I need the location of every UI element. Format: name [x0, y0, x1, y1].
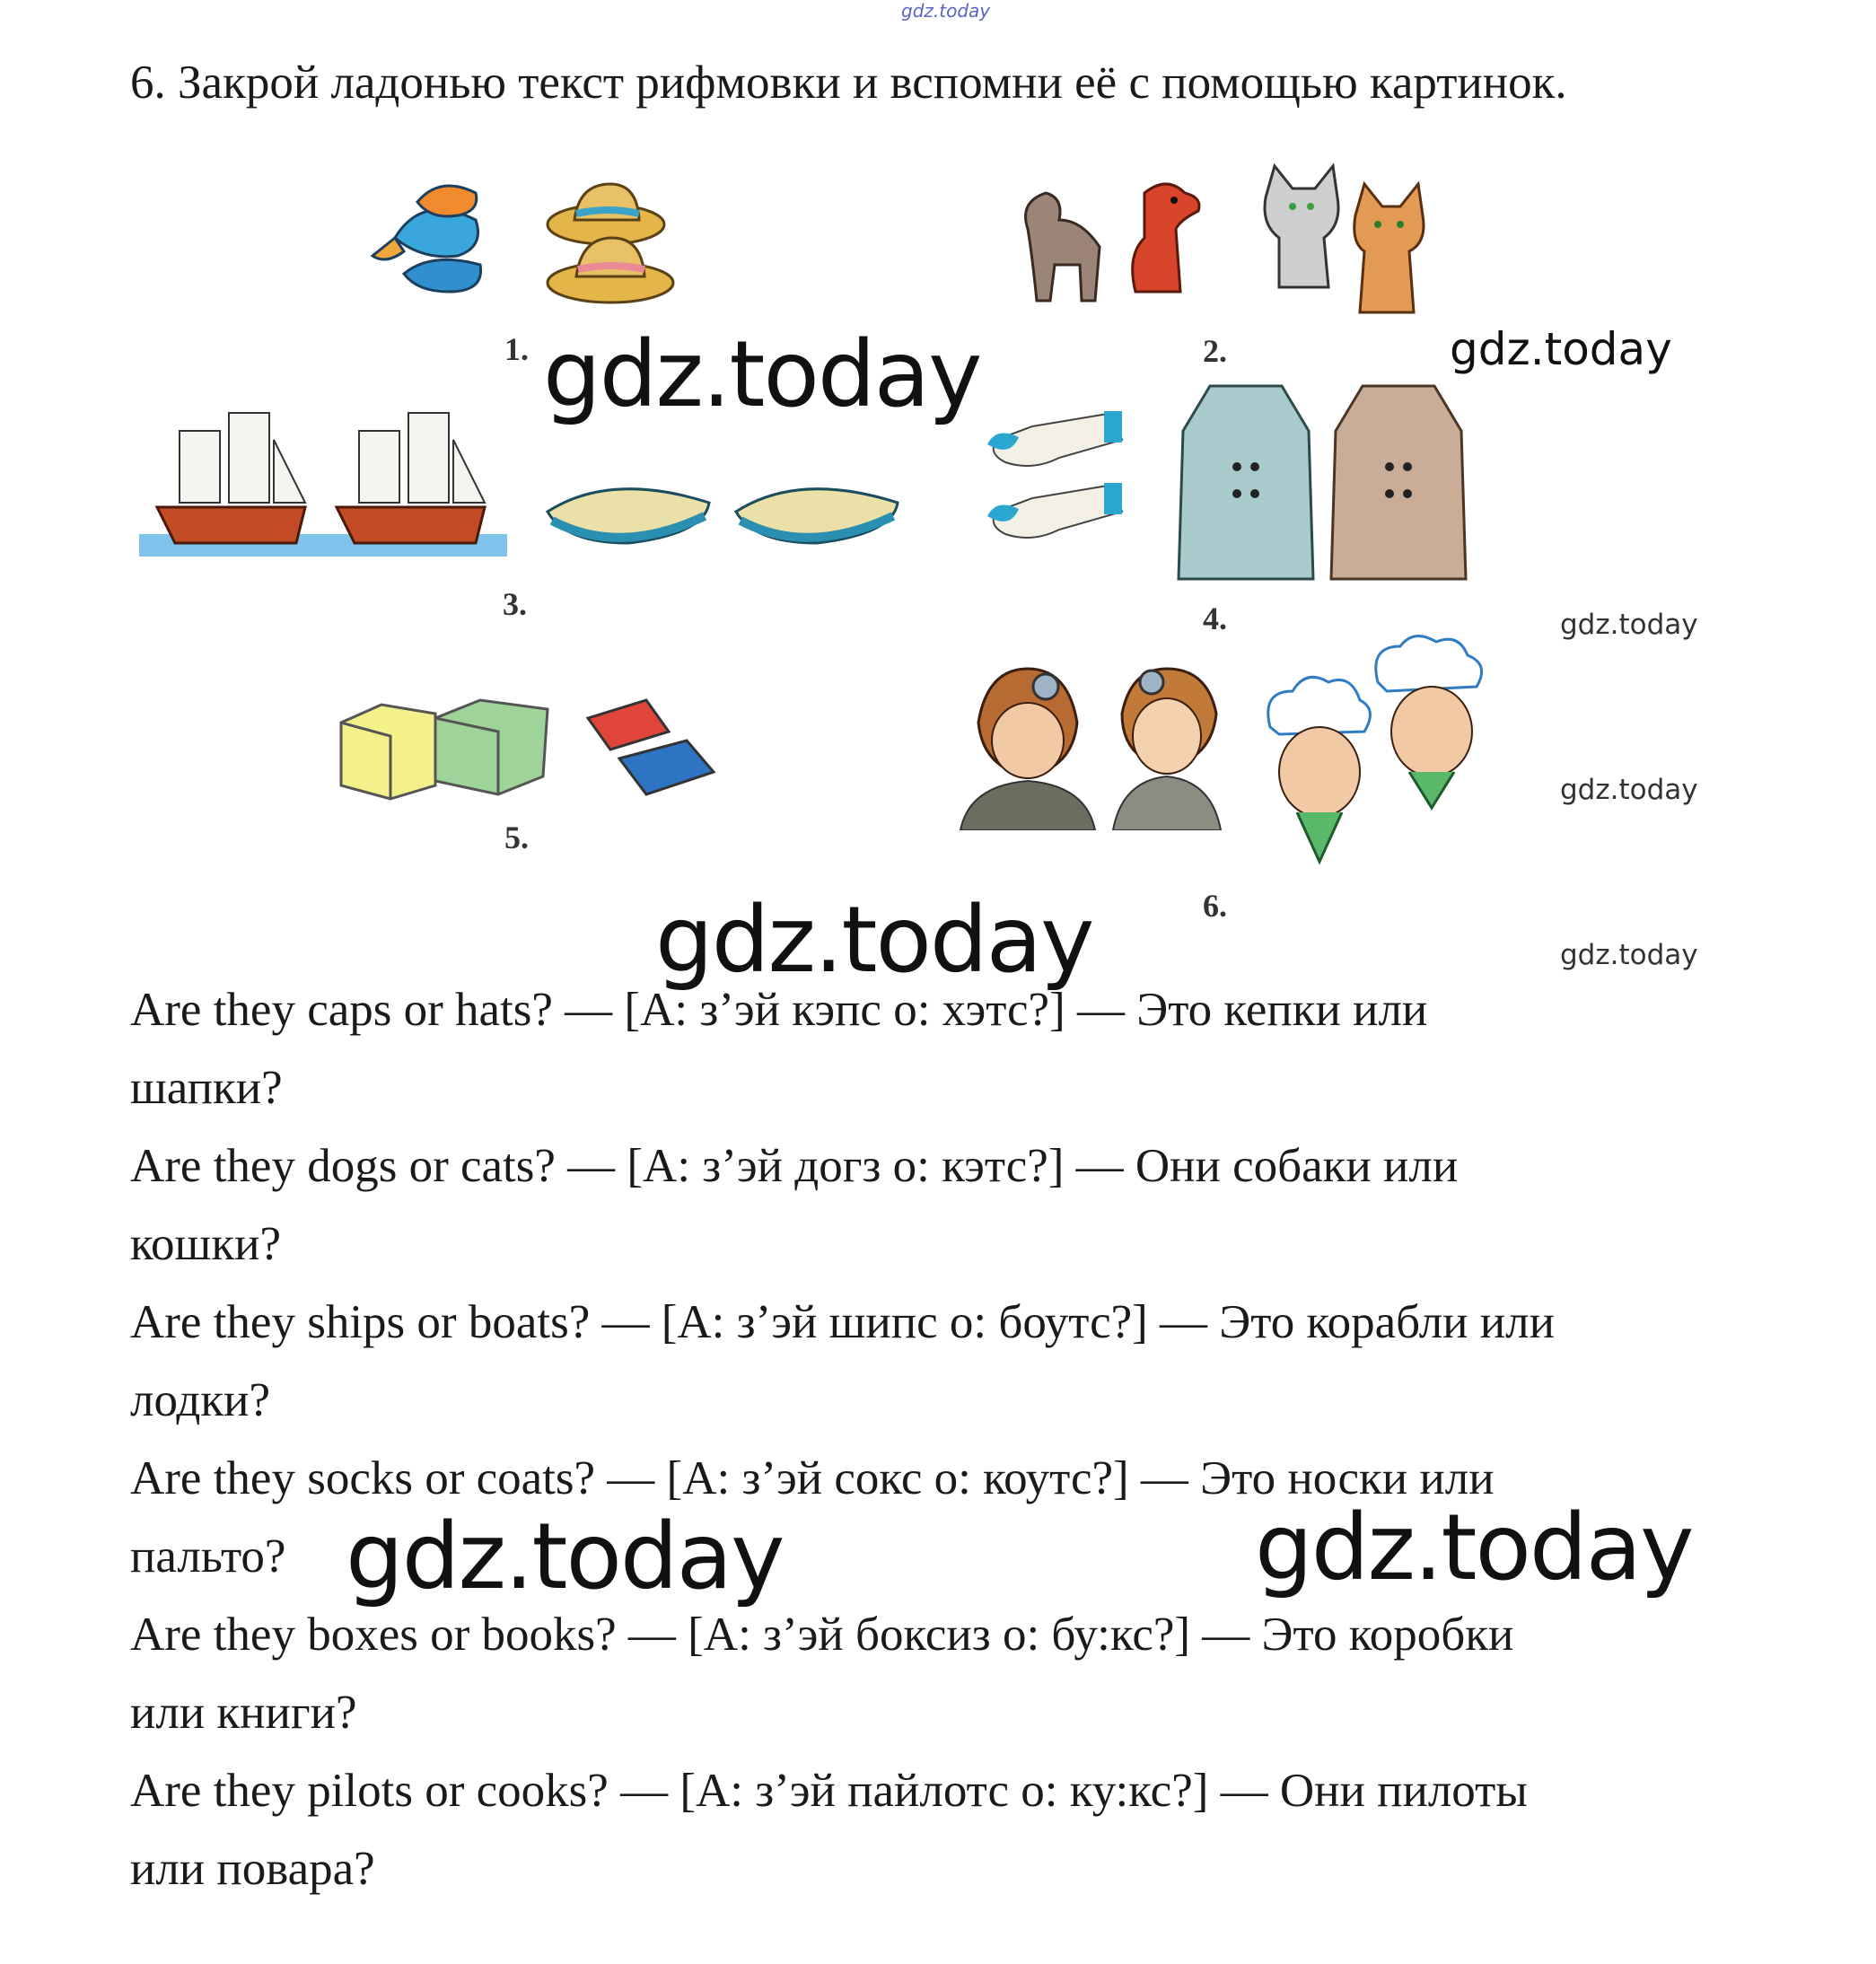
watermark-small-3: gdz.today — [1560, 939, 1698, 971]
watermark-big-3: gdz.today — [346, 1504, 784, 1610]
watermark-big-2: gdz.today — [655, 887, 1093, 994]
text-line: Are they pilots or cooks? — [А: з’эй пайлотс о: ку:кс?] — Они пилоты — [130, 1765, 1528, 1817]
text-line: Are they ships or boats? — [А: з’эй шипс о: боутс?] — Это корабли или — [130, 1296, 1555, 1348]
text-line: пальто? — [130, 1530, 286, 1583]
coats-icon — [1174, 377, 1470, 588]
ships-icon — [139, 386, 507, 566]
caps-icon — [368, 166, 503, 301]
watermark-top: gdz.today — [901, 0, 991, 22]
text-line: или повара? — [130, 1843, 375, 1895]
picture-number-1: 1. — [504, 331, 529, 367]
text-line: или книги? — [130, 1687, 357, 1739]
pilots-icon — [956, 660, 1225, 830]
socks-icon — [978, 408, 1149, 552]
text-line: шапки? — [130, 1062, 283, 1114]
picture-number-6: 6. — [1203, 888, 1227, 924]
text-line: Are they dogs or cats? — [А: з’эй догз о: кэтс?] — Они собаки или — [130, 1140, 1459, 1192]
boats-icon — [539, 467, 907, 566]
picture-number-3: 3. — [503, 586, 527, 622]
watermark-small-2: gdz.today — [1560, 774, 1698, 806]
cats-icon — [1252, 162, 1445, 319]
watermark-medium-1: gdz.today — [1450, 323, 1672, 375]
text-line: Are they socks or coats? — [А: з’эй сокс о: коутс?] — Это носки или — [130, 1452, 1495, 1504]
picture-number-2: 2. — [1203, 333, 1227, 369]
task-heading: 6. Закрой ладонью текст рифмовки и вспомни её с помощью картинок. — [130, 57, 1567, 109]
text-line: кошки? — [130, 1218, 282, 1270]
picture-number-5: 5. — [504, 820, 529, 855]
boxes-icon — [337, 687, 552, 803]
text-line: Are they caps or hats? — [А: з’эй кэпс о: хэтс?] — Это кепки или — [130, 984, 1428, 1036]
text-line: лодки? — [130, 1374, 271, 1426]
watermark-big-1: gdz.today — [543, 321, 981, 428]
dogs-icon — [1010, 157, 1225, 310]
cooks-icon — [1252, 628, 1495, 871]
hats-icon — [539, 171, 682, 314]
text-line: Are they boxes or books? — [А: з’эй боксиз о: бу:кс?] — Это коробки — [130, 1609, 1514, 1661]
books-icon — [583, 696, 718, 799]
watermark-small-1: gdz.today — [1560, 609, 1698, 641]
rhyme-text — [130, 971, 1782, 1908]
picture-number-4: 4. — [1203, 601, 1227, 636]
watermark-big-4: gdz.today — [1255, 1495, 1693, 1601]
